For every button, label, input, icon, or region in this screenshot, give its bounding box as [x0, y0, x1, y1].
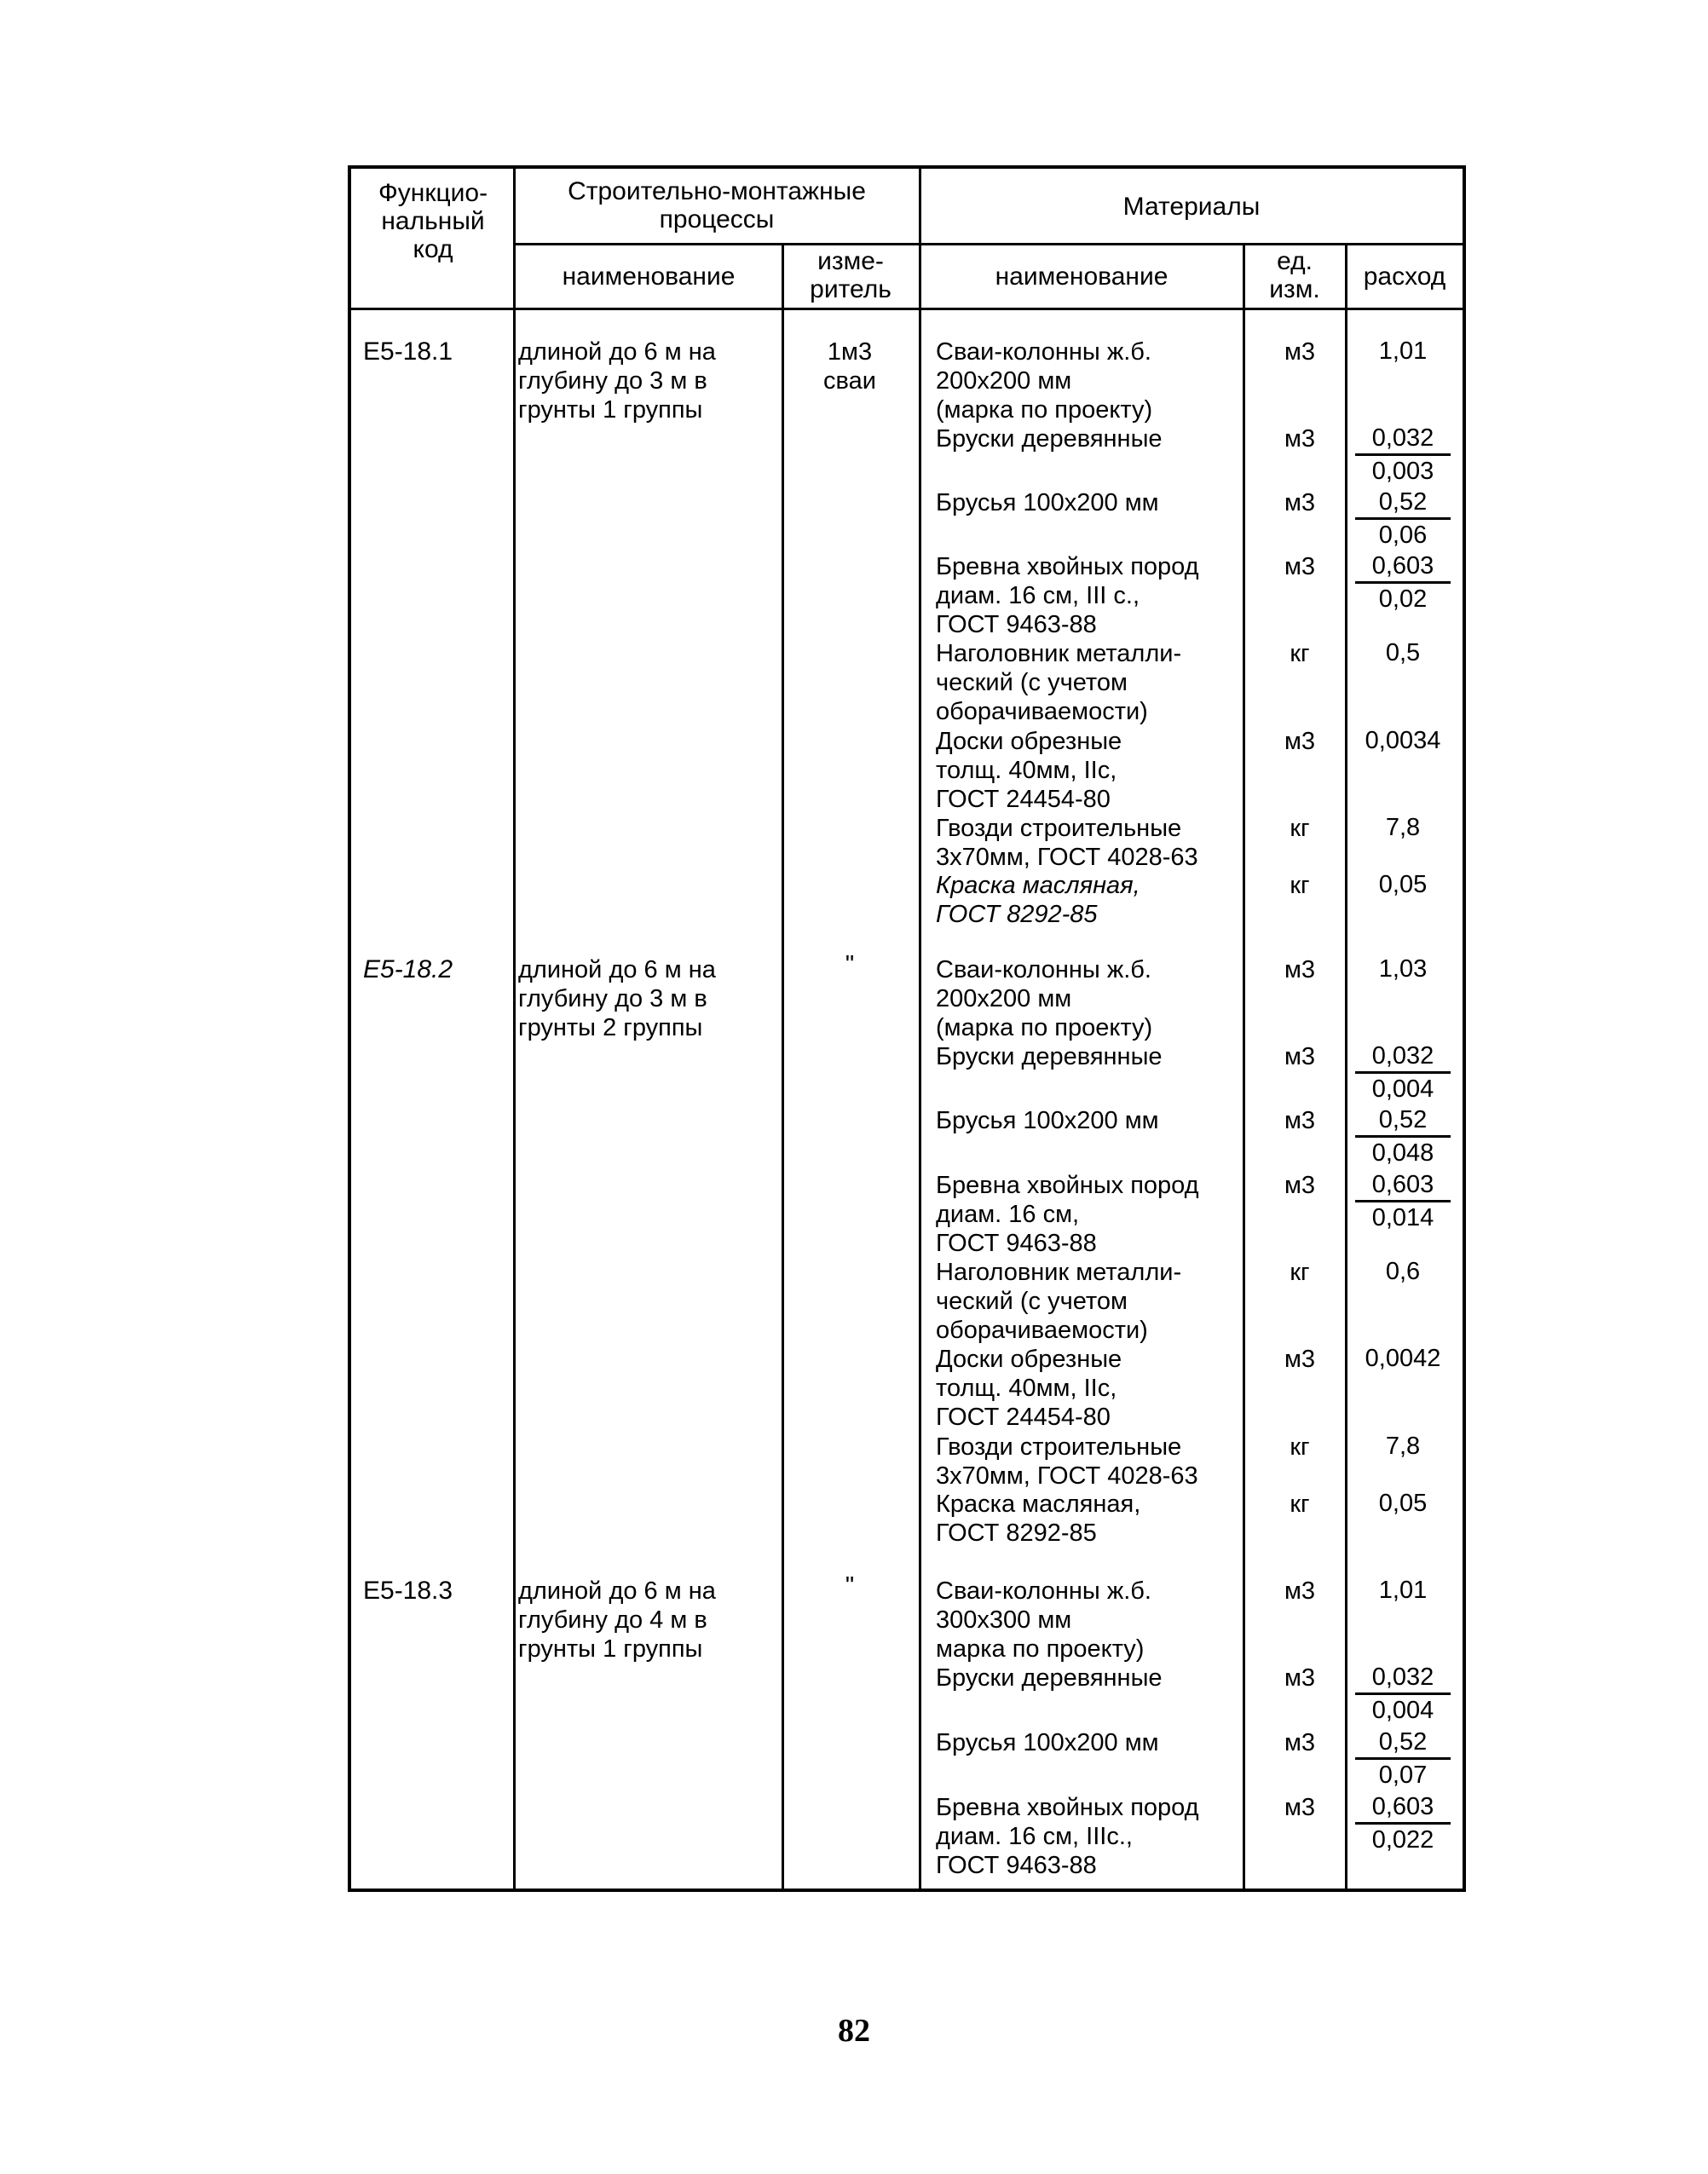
material-name: Сваи-колонны ж.б. 200х200 мм (марка по проекту) [936, 956, 1153, 1041]
material-name: Гвозди строительные 3х70мм, ГОСТ 4028-63 [936, 815, 1198, 871]
material-name: Брусья 100х200 мм [936, 489, 1159, 516]
process-meter: " [845, 951, 855, 978]
material-name: Бревна хвойных пород диам. 16 см, IIIс., ГОСТ 9463-88 [936, 1794, 1199, 1879]
material-unit: кг [1290, 1259, 1310, 1286]
material-name: Бруски деревянные [936, 425, 1163, 453]
material-name: Гвозди строительные 3х70мм, ГОСТ 4028-63 [936, 1433, 1198, 1490]
header-proc-meas: изме- ритель [810, 247, 892, 303]
material-qty: 0,05 [1378, 1490, 1428, 1517]
material-name: Бревна хвойных пород диам. 16 см, III с., ГОСТ 9463-88 [936, 553, 1199, 638]
row-code: E5-18.3 [363, 1577, 453, 1605]
material-unit: м3 [1284, 1577, 1316, 1605]
header-materials: Материалы [1122, 193, 1261, 221]
material-unit: кг [1290, 1491, 1310, 1518]
material-qty: 0,0042 [1365, 1345, 1441, 1372]
material-qty: 7,8 [1385, 1433, 1421, 1460]
row-code: E5-18.1 [363, 337, 453, 366]
header-bottom-rule [351, 308, 1463, 310]
material-qty-fraction: $\frac{0,52}{0,07}$ [1355, 1727, 1451, 1791]
material-name: Наголовник металли- ческий (с учетом оборачиваемости) [936, 1259, 1182, 1344]
process-meter: 1м3 сваи [823, 338, 876, 395]
material-unit: м3 [1284, 553, 1316, 580]
material-unit: кг [1290, 872, 1310, 899]
material-unit: м3 [1284, 1107, 1316, 1134]
material-qty-fraction: $\frac{0,603}{0,02}$ [1355, 551, 1451, 614]
col-divider [513, 169, 516, 1889]
material-qty: 1,01 [1378, 1577, 1428, 1604]
material-name: Бруски деревянные [936, 1043, 1163, 1070]
material-unit: кг [1290, 640, 1310, 667]
materials-table [348, 165, 1466, 1892]
material-unit: м3 [1284, 338, 1316, 366]
col-divider [1243, 245, 1245, 1889]
material-qty-fraction: $\frac{0,603}{0,022}$ [1355, 1791, 1451, 1855]
material-name: Сваи-колонны ж.б. 200х200 мм (марка по проекту) [936, 338, 1153, 424]
material-qty: 1,01 [1378, 337, 1428, 365]
material-name: Брусья 100х200 мм [936, 1729, 1159, 1756]
material-unit: кг [1290, 815, 1310, 842]
header-mat-unit: ед. изм. [1269, 247, 1320, 303]
col-divider [782, 245, 784, 1889]
material-qty: 0,5 [1385, 639, 1421, 666]
material-qty-fraction: $\frac{0,032}{0,003}$ [1355, 423, 1451, 487]
material-unit: м3 [1284, 1729, 1316, 1756]
material-qty: 0,0034 [1365, 727, 1441, 754]
header-mat-name: наименование [995, 262, 1168, 291]
material-name: Бруски деревянные [936, 1664, 1163, 1692]
row-code: E5-18.2 [363, 955, 453, 983]
material-name: Доски обрезные толщ. 40мм, IIс, ГОСТ 24454-80 [936, 1346, 1122, 1431]
material-name: Наголовник металли- ческий (с учетом оборачиваемости) [936, 640, 1182, 725]
material-unit: м3 [1284, 489, 1316, 516]
material-unit: м3 [1284, 425, 1316, 453]
header-mat-qty: расход [1363, 262, 1446, 291]
material-qty-fraction: $\frac{0,52}{0,048}$ [1355, 1104, 1451, 1168]
material-qty: 0,6 [1385, 1258, 1421, 1285]
col-divider [919, 169, 921, 1889]
material-unit: м3 [1284, 1172, 1316, 1199]
material-qty-fraction: $\frac{0,603}{0,014}$ [1355, 1169, 1451, 1233]
material-qty-fraction: $\frac{0,032}{0,004}$ [1355, 1041, 1451, 1104]
material-unit: м3 [1284, 1043, 1316, 1070]
material-name: Краска масляная, ГОСТ 8292-85 [936, 872, 1140, 928]
material-name: Краска масляная, ГОСТ 8292-85 [936, 1491, 1141, 1547]
material-qty: 7,8 [1385, 814, 1421, 841]
process-name: длиной до 6 м на глубину до 3 м в грунты 1 группы [518, 338, 716, 424]
header-proc-name: наименование [562, 262, 736, 291]
material-name: Доски обрезные толщ. 40мм, IIс, ГОСТ 24454-80 [936, 728, 1122, 813]
page-number: 82 [838, 2013, 870, 2049]
process-meter: " [845, 1572, 855, 1600]
material-name: Брусья 100х200 мм [936, 1107, 1159, 1134]
material-unit: м3 [1284, 1346, 1316, 1373]
material-name: Бревна хвойных пород диам. 16 см, ГОСТ 9463-88 [936, 1172, 1199, 1257]
process-name: длиной до 6 м на глубину до 3 м в грунты 2 группы [518, 956, 716, 1041]
material-qty-fraction: $\frac{0,52}{0,06}$ [1355, 487, 1451, 551]
material-unit: м3 [1284, 956, 1316, 983]
header-subrule [513, 243, 1463, 245]
process-name: длиной до 6 м на глубину до 4 м в грунты 1 группы [518, 1577, 716, 1663]
material-qty: 0,05 [1378, 871, 1428, 898]
header-func-code: Функцио- нальный код [378, 179, 488, 263]
material-qty: 1,03 [1378, 955, 1428, 983]
material-unit: м3 [1284, 728, 1316, 755]
material-qty-fraction: $\frac{0,032}{0,004}$ [1355, 1662, 1451, 1726]
material-unit: м3 [1284, 1794, 1316, 1821]
material-unit: м3 [1284, 1664, 1316, 1692]
material-name: Сваи-колонны ж.б. 300х300 мм марка по проекту) [936, 1577, 1151, 1663]
material-unit: кг [1290, 1433, 1310, 1461]
header-processes: Строительно-монтажные процессы [568, 177, 866, 234]
